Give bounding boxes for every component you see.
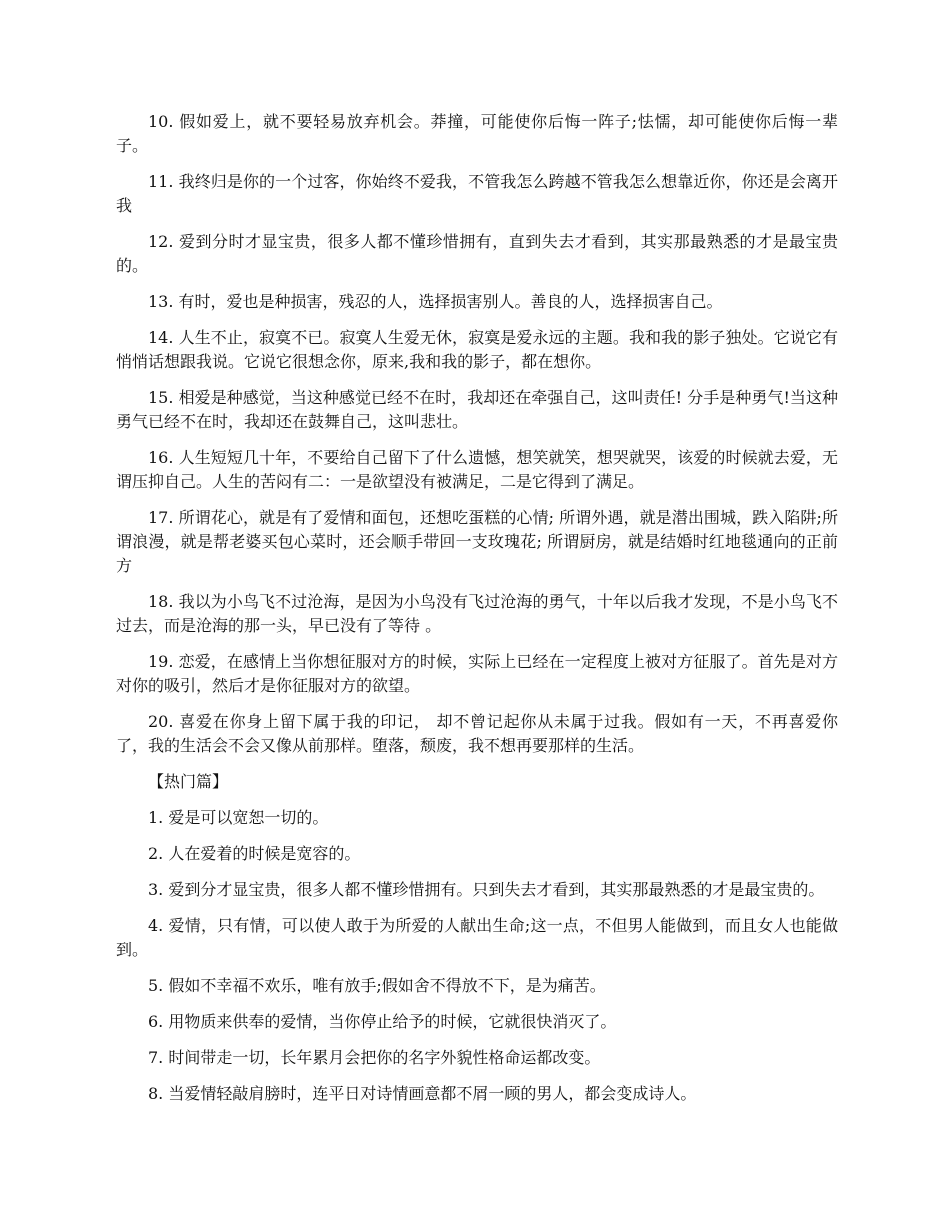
hot-paragraph-1: 1. 爱是可以宽恕一切的。 <box>148 808 329 827</box>
paragraph-20: 20. 喜爱在你身上留下属于我的印记， 却不曾记起你从未属于过我。假如有一天，不再喜爱你了，我的生活会不会又像从前那样。堕落，颓废，我不想再要那样的生活。 <box>116 712 838 755</box>
paragraph-19: 19. 恋爱，在感情上当你想征服对方的时候，实际上已经在一定程度上被对方征服了。首先是对方对你的吸引，然后才是你征服对方的欲望。 <box>116 652 838 695</box>
paragraph-18: 18. 我以为小鸟飞不过沧海，是因为小鸟没有飞过沧海的勇气，十年以后我才发现，不是小鸟飞不过去，而是沧海的那一头，早已没有了等待 。 <box>116 592 838 635</box>
paragraph-14: 14. 人生不止，寂寞不已。寂寞人生爱无休，寂寞是爱永远的主题。我和我的影子独处。它说它有悄悄话想跟我说。它说它很想念你，原来,我和我的影子，都在想你。 <box>116 328 838 371</box>
paragraph-10: 10. 假如爱上，就不要轻易放弃机会。莽撞，可能使你后悔一阵子;怯懦，却可能使你后悔一辈子。 <box>116 112 838 155</box>
hot-paragraph-6: 6. 用物质来供奉的爱情，当你停止给予的时候，它就很快消灭了。 <box>148 1012 617 1031</box>
paragraph-16: 16. 人生短短几十年，不要给自己留下了什么遗憾，想笑就笑，想哭就哭，该爱的时候就去爱，无谓压抑自己。人生的苦闷有二：一是欲望没有被满足，二是它得到了满足。 <box>116 448 838 491</box>
hot-paragraph-2: 2. 人在爱着的时候是宽容的。 <box>148 844 361 863</box>
hot-paragraph-3: 3. 爱到分才显宝贵，很多人都不懂珍惜拥有。只到失去才看到，其实那最熟悉的才是最宝贵的。 <box>148 880 825 899</box>
hot-paragraph-7: 7. 时间带走一切，长年累月会把你的名字外貌性格命运都改变。 <box>148 1048 601 1067</box>
hot-paragraph-4: 4. 爱情，只有情，可以使人敢于为所爱的人献出生命;这一点，不但男人能做到，而且女人也能做到。 <box>116 916 838 959</box>
hot-paragraph-5: 5. 假如不幸福不欢乐，唯有放手;假如舍不得放不下，是为痛苦。 <box>148 976 606 995</box>
document-body <box>116 110 838 1118</box>
section-heading: 【热门篇】 <box>148 772 229 791</box>
paragraph-15: 15. 相爱是种感觉，当这种感觉已经不在时，我却还在牵强自己，这叫责任! 分手是种勇气!当这种勇气已经不在时，我却还在鼓舞自己，这叫悲壮。 <box>116 388 838 431</box>
paragraph-11: 11. 我终归是你的一个过客，你始终不爱我，不管我怎么跨越不管我怎么想靠近你，你还是会离开我 <box>116 172 838 215</box>
paragraph-17: 17. 所谓花心，就是有了爱情和面包，还想吃蛋糕的心情; 所谓外遇，就是潜出围城，跌入陷阱;所谓浪漫，就是帮老婆买包心菜时，还会顺手带回一支玫瑰花; 所谓厨房，就是结婚时红地毯通向的正前方 <box>116 508 838 575</box>
hot-paragraph-8: 8. 当爱情轻敲肩膀时，连平日对诗情画意都不屑一顾的男人，都会变成诗人。 <box>148 1084 697 1103</box>
paragraph-13: 13. 有时，爱也是种损害，残忍的人，选择损害别人。善良的人，选择损害自己。 <box>148 292 723 311</box>
paragraph-12: 12. 爱到分时才显宝贵，很多人都不懂珍惜拥有，直到失去才看到，其实那最熟悉的才是最宝贵的。 <box>116 232 838 275</box>
